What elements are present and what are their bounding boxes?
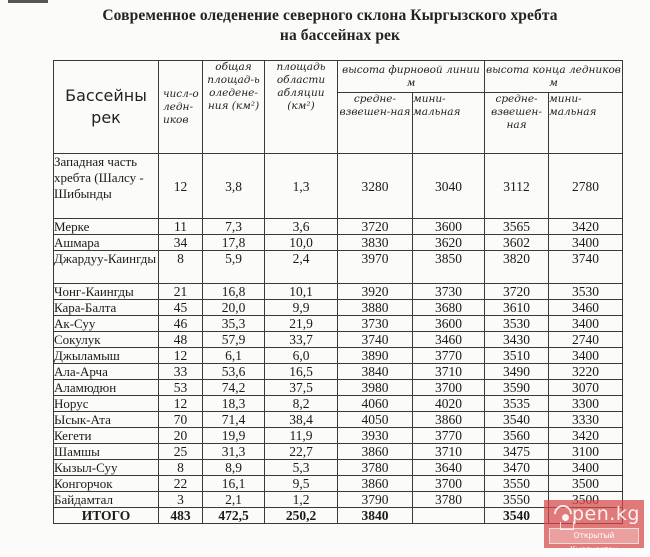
ablation-area: 22,7 bbox=[265, 444, 338, 460]
basin-name: Чонг-Каингды bbox=[54, 284, 159, 300]
glaciation-table bbox=[53, 60, 623, 524]
watermark-logo bbox=[544, 500, 644, 554]
table-row bbox=[54, 412, 623, 428]
glacier-count: 53 bbox=[159, 380, 203, 396]
ablation-area: 11,9 bbox=[265, 428, 338, 444]
glacier-count: 11 bbox=[159, 219, 203, 235]
firn-avg: 3780 bbox=[338, 460, 413, 476]
table-row bbox=[54, 348, 623, 364]
end-avg: 3540 bbox=[485, 412, 549, 428]
ablation-area: 5,3 bbox=[265, 460, 338, 476]
end-avg: 3475 bbox=[485, 444, 549, 460]
watermark-caption: Открытый Кыргызстан bbox=[549, 528, 639, 544]
total-count: 483 bbox=[159, 508, 203, 524]
document-title bbox=[0, 6, 650, 46]
firn-avg: 3980 bbox=[338, 380, 413, 396]
table-row bbox=[54, 476, 623, 492]
glacier-count: 12 bbox=[159, 396, 203, 412]
firn-min: 3770 bbox=[413, 428, 485, 444]
basin-name: Джардуу-Каингды bbox=[54, 251, 159, 284]
basin-name: Ак-Суу bbox=[54, 316, 159, 332]
basin-name: Кара-Балта bbox=[54, 300, 159, 316]
glacier-count: 46 bbox=[159, 316, 203, 332]
firn-min: 3780 bbox=[413, 492, 485, 508]
firn-avg: 4050 bbox=[338, 412, 413, 428]
total-firn-min bbox=[413, 508, 485, 524]
firn-min: 3620 bbox=[413, 235, 485, 251]
firn-min: 3770 bbox=[413, 348, 485, 364]
end-avg: 3590 bbox=[485, 380, 549, 396]
end-min: 3400 bbox=[549, 348, 623, 364]
table-row bbox=[54, 332, 623, 348]
title-line-1: Современное оледенение северного склона Кыргызского хребта bbox=[102, 7, 558, 24]
ablation-area: 3,6 bbox=[265, 219, 338, 235]
ablation-area: 8,2 bbox=[265, 396, 338, 412]
total-area: 20,0 bbox=[203, 300, 265, 316]
table-row bbox=[54, 300, 623, 316]
firn-min: 4020 bbox=[413, 396, 485, 412]
ablation-area: 9,5 bbox=[265, 476, 338, 492]
total-area: 16,1 bbox=[203, 476, 265, 492]
firn-avg: 3830 bbox=[338, 235, 413, 251]
firn-avg: 3970 bbox=[338, 251, 413, 284]
basin-name: Ысык-Ата bbox=[54, 412, 159, 428]
table-row bbox=[54, 154, 623, 219]
firn-min: 3710 bbox=[413, 444, 485, 460]
end-avg: 3560 bbox=[485, 428, 549, 444]
end-avg: 3720 bbox=[485, 284, 549, 300]
total-area: 57,9 bbox=[203, 332, 265, 348]
firn-min: 3680 bbox=[413, 300, 485, 316]
table-row bbox=[54, 284, 623, 300]
header-ablation-area: площадь области абляции (км²) bbox=[265, 61, 338, 154]
end-min: 3400 bbox=[549, 460, 623, 476]
firn-avg: 3720 bbox=[338, 219, 413, 235]
total-area: 3,8 bbox=[203, 154, 265, 219]
total-area: 31,3 bbox=[203, 444, 265, 460]
glacier-count: 3 bbox=[159, 492, 203, 508]
glacier-count: 21 bbox=[159, 284, 203, 300]
end-min: 3400 bbox=[549, 316, 623, 332]
total-area-sum: 472,5 bbox=[203, 508, 265, 524]
total-area: 19,9 bbox=[203, 428, 265, 444]
header-firn-line: высота фирновой линии м bbox=[338, 61, 485, 93]
total-area: 7,3 bbox=[203, 219, 265, 235]
total-firn-avg: 3840 bbox=[338, 508, 413, 524]
end-min: 3100 bbox=[549, 444, 623, 460]
glacier-count: 12 bbox=[159, 154, 203, 219]
table-row bbox=[54, 492, 623, 508]
end-min: 3070 bbox=[549, 380, 623, 396]
end-avg: 3112 bbox=[485, 154, 549, 219]
end-avg: 3550 bbox=[485, 492, 549, 508]
firn-avg: 3880 bbox=[338, 300, 413, 316]
total-area: 74,2 bbox=[203, 380, 265, 396]
firn-min: 3850 bbox=[413, 251, 485, 284]
firn-avg: 4060 bbox=[338, 396, 413, 412]
end-avg: 3565 bbox=[485, 219, 549, 235]
total-ablation-sum: 250,2 bbox=[265, 508, 338, 524]
ablation-area: 6,0 bbox=[265, 348, 338, 364]
end-avg: 3550 bbox=[485, 476, 549, 492]
end-avg: 3820 bbox=[485, 251, 549, 284]
basin-name: Ашмара bbox=[54, 235, 159, 251]
end-avg: 3490 bbox=[485, 364, 549, 380]
total-area: 35,3 bbox=[203, 316, 265, 332]
end-avg: 3510 bbox=[485, 348, 549, 364]
table-row bbox=[54, 364, 623, 380]
firn-avg: 3730 bbox=[338, 316, 413, 332]
end-min: 3300 bbox=[549, 396, 623, 412]
end-min: 3400 bbox=[549, 235, 623, 251]
header-firn-minimal: мини-мальная bbox=[413, 93, 485, 154]
table-row bbox=[54, 316, 623, 332]
basin-name: Байдамтал bbox=[54, 492, 159, 508]
firn-avg: 3280 bbox=[338, 154, 413, 219]
basin-name: Аламюдюн bbox=[54, 380, 159, 396]
table-row bbox=[54, 460, 623, 476]
ablation-area: 2,4 bbox=[265, 251, 338, 284]
table-row bbox=[54, 428, 623, 444]
header-total-area: общая площад-ь оледене-ния (км²) bbox=[203, 61, 265, 154]
firn-min: 3860 bbox=[413, 412, 485, 428]
basin-name: Конгорчок bbox=[54, 476, 159, 492]
header-glacier-end: высота конца ледников м bbox=[485, 61, 623, 93]
glacier-count: 25 bbox=[159, 444, 203, 460]
end-min: 3220 bbox=[549, 364, 623, 380]
end-min: 3420 bbox=[549, 428, 623, 444]
glacier-count: 8 bbox=[159, 460, 203, 476]
end-avg: 3610 bbox=[485, 300, 549, 316]
basin-name: Мерке bbox=[54, 219, 159, 235]
basin-name: Западная часть хребта (Шалсу - Шибынды bbox=[54, 154, 159, 219]
basin-name: Шамшы bbox=[54, 444, 159, 460]
total-end-avg: 3540 bbox=[485, 508, 549, 524]
total-area: 6,1 bbox=[203, 348, 265, 364]
header-basin: Бассейны рек bbox=[54, 61, 159, 154]
scan-artifact-bar bbox=[8, 0, 48, 3]
firn-min: 3600 bbox=[413, 316, 485, 332]
glacier-count: 20 bbox=[159, 428, 203, 444]
firn-min: 3040 bbox=[413, 154, 485, 219]
ablation-area: 21,9 bbox=[265, 316, 338, 332]
header-firn-weighted-avg: средне-взвешен-ная bbox=[338, 93, 413, 154]
total-area: 8,9 bbox=[203, 460, 265, 476]
firn-avg: 3920 bbox=[338, 284, 413, 300]
glacier-count: 12 bbox=[159, 348, 203, 364]
total-area: 53,6 bbox=[203, 364, 265, 380]
total-label: ИТОГО bbox=[54, 508, 159, 524]
firn-avg: 3860 bbox=[338, 476, 413, 492]
table-row bbox=[54, 251, 623, 284]
glacier-count: 22 bbox=[159, 476, 203, 492]
end-min: 3330 bbox=[549, 412, 623, 428]
total-area: 2,1 bbox=[203, 492, 265, 508]
total-area: 5,9 bbox=[203, 251, 265, 284]
firn-min: 3600 bbox=[413, 219, 485, 235]
ablation-area: 16,5 bbox=[265, 364, 338, 380]
firn-min: 3640 bbox=[413, 460, 485, 476]
firn-avg: 3860 bbox=[338, 444, 413, 460]
basin-name: Сокулук bbox=[54, 332, 159, 348]
glacier-count: 70 bbox=[159, 412, 203, 428]
total-row bbox=[54, 508, 623, 524]
end-avg: 3430 bbox=[485, 332, 549, 348]
header-count: числ-о ледн-иков bbox=[159, 61, 203, 154]
glacier-count: 45 bbox=[159, 300, 203, 316]
end-avg: 3470 bbox=[485, 460, 549, 476]
end-min: 2780 bbox=[549, 154, 623, 219]
end-min: 3530 bbox=[549, 284, 623, 300]
total-area: 16,8 bbox=[203, 284, 265, 300]
end-avg: 3602 bbox=[485, 235, 549, 251]
firn-avg: 3890 bbox=[338, 348, 413, 364]
firn-avg: 3930 bbox=[338, 428, 413, 444]
total-area: 71,4 bbox=[203, 412, 265, 428]
glacier-count: 34 bbox=[159, 235, 203, 251]
basin-name: Кегети bbox=[54, 428, 159, 444]
firn-min: 3700 bbox=[413, 476, 485, 492]
end-min: 2740 bbox=[549, 332, 623, 348]
watermark-brand bbox=[554, 504, 640, 526]
end-avg: 3530 bbox=[485, 316, 549, 332]
title-line-2: на бассейнах рек bbox=[279, 27, 401, 44]
end-min: 3420 bbox=[549, 219, 623, 235]
firn-avg: 3790 bbox=[338, 492, 413, 508]
header-end-weighted-avg: средне-взвешен-ная bbox=[485, 93, 549, 154]
basin-name: Кызыл-Суу bbox=[54, 460, 159, 476]
header-end-minimal: мини-мальная bbox=[549, 93, 623, 154]
firn-min: 3710 bbox=[413, 364, 485, 380]
end-avg: 3535 bbox=[485, 396, 549, 412]
ablation-area: 9,9 bbox=[265, 300, 338, 316]
ablation-area: 1,3 bbox=[265, 154, 338, 219]
table-row bbox=[54, 219, 623, 235]
ablation-area: 10,1 bbox=[265, 284, 338, 300]
firn-avg: 3840 bbox=[338, 364, 413, 380]
firn-min: 3730 bbox=[413, 284, 485, 300]
total-area: 17,8 bbox=[203, 235, 265, 251]
ablation-area: 38,4 bbox=[265, 412, 338, 428]
ablation-area: 33,7 bbox=[265, 332, 338, 348]
ablation-area: 1,2 bbox=[265, 492, 338, 508]
firn-min: 3460 bbox=[413, 332, 485, 348]
end-min: 3740 bbox=[549, 251, 623, 284]
header-row-1 bbox=[54, 61, 623, 93]
table-row bbox=[54, 235, 623, 251]
ablation-area: 37,5 bbox=[265, 380, 338, 396]
table-row bbox=[54, 444, 623, 460]
table-row bbox=[54, 380, 623, 396]
total-area: 18,3 bbox=[203, 396, 265, 412]
table-row bbox=[54, 396, 623, 412]
reader-head-icon bbox=[562, 514, 569, 521]
glacier-count: 33 bbox=[159, 364, 203, 380]
end-min: 3500 bbox=[549, 476, 623, 492]
end-min: 3460 bbox=[549, 300, 623, 316]
basin-name: Джыламыш bbox=[54, 348, 159, 364]
basin-name: Норус bbox=[54, 396, 159, 412]
ablation-area: 10,0 bbox=[265, 235, 338, 251]
glacier-count: 8 bbox=[159, 251, 203, 284]
firn-avg: 3740 bbox=[338, 332, 413, 348]
glacier-count: 48 bbox=[159, 332, 203, 348]
watermark-logo-text: pen.kg bbox=[572, 503, 640, 525]
basin-name: Ала-Арча bbox=[54, 364, 159, 380]
firn-min: 3700 bbox=[413, 380, 485, 396]
